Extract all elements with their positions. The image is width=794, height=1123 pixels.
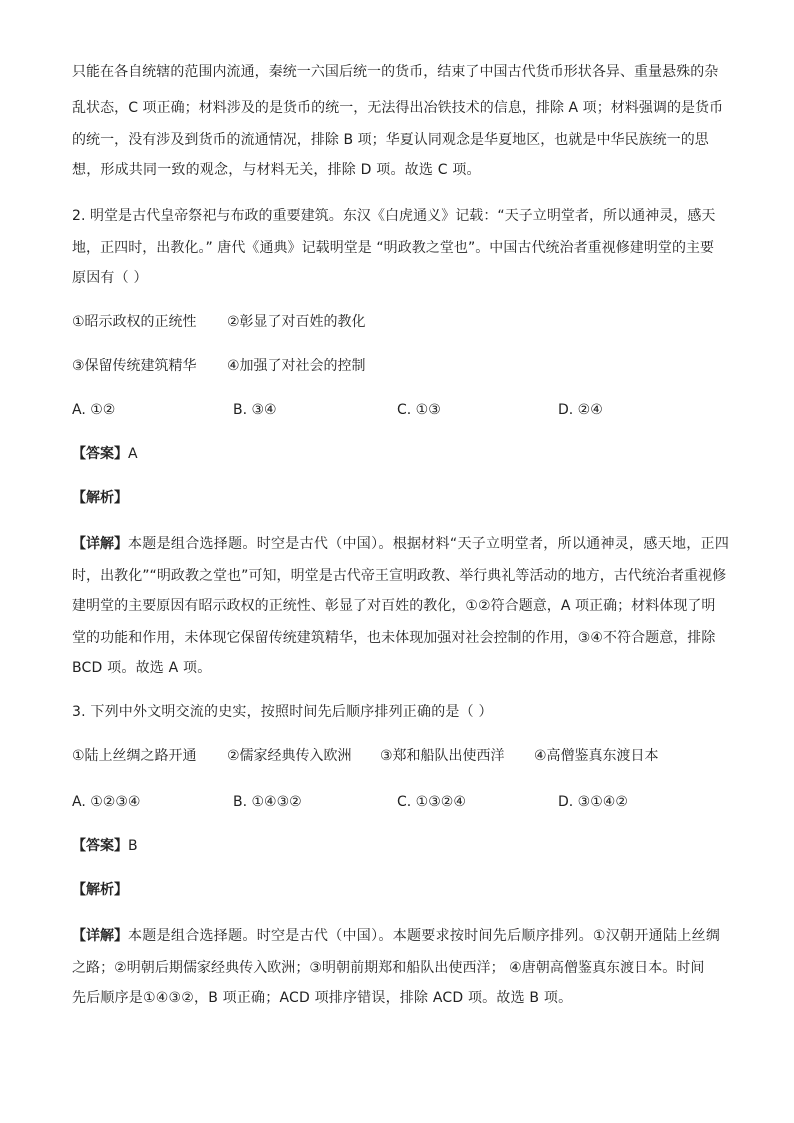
option-a: A. ①②③④ — [72, 794, 141, 810]
text-line: 只能在各自统辖的范围内流通，秦统一六国后统一的货币，结束了中国古代货币形状各异、重量悬殊的杂 — [72, 64, 719, 80]
answer-label: 【答案】 — [72, 446, 128, 462]
statement: ①昭示政权的正统性 — [72, 314, 197, 330]
detail-first-line — [72, 530, 732, 559]
options-row — [72, 788, 732, 817]
option-c: C. ①③②④ — [397, 794, 466, 810]
question-stem-line: 2. 明堂是古代皇帝祭祀与布政的重要建筑。东汉《白虎通义》记载：“天子立明堂者，所以通神灵，感天 — [72, 208, 716, 224]
text-line: 建明堂的主要原因有昭示政权的正统性、彰显了对百姓的教化，①②符合题意，A 项正确；材料体现了明 — [72, 598, 716, 614]
analysis-heading — [72, 876, 272, 905]
analysis-label: 【解析】 — [72, 882, 128, 898]
text-line: BCD 项。故选 A 项。 — [72, 660, 212, 676]
answer-line — [72, 832, 272, 861]
options-row — [72, 396, 732, 425]
option-a: A. ①② — [72, 402, 116, 418]
statement: ③保留传统建筑精华 — [72, 358, 197, 374]
option-c: C. ①③ — [397, 402, 441, 418]
text-line: 时，出教化”“明政教之堂也”可知，明堂是古代帝王宣明政教、举行典礼等活动的地方，古代统治者重视修 — [72, 568, 727, 584]
option-b: B. ③④ — [233, 402, 277, 418]
detail-first-line — [72, 922, 732, 951]
text-line: 之路；②明朝后期儒家经典传入欧洲；③明朝前期郑和船队出使西洋； ④唐朝高僧鉴真东渡日本。时间 — [72, 960, 705, 976]
analysis-label: 【解析】 — [72, 490, 128, 506]
text-line: 本题是组合选择题。时空是古代（中国）。本题要求按时间先后顺序排列。①汉朝开通陆上丝绸 — [128, 928, 721, 944]
detail-label: 【详解】 — [72, 928, 128, 944]
text-line: 堂的功能和作用，未体现它保留传统建筑精华，也未体现加强对社会控制的作用，③④不符合题意，排除 — [72, 630, 716, 646]
statement: ①陆上丝绸之路开通 — [72, 748, 197, 764]
text-line: 乱状态，C 项正确；材料涉及的是货币的统一，无法得出冶铁技术的信息，排除 A 项；材料强调的是货币 — [72, 100, 724, 116]
option-d: D. ②④ — [558, 402, 603, 418]
answer-value: B — [128, 838, 138, 854]
text-line: 的统一，没有涉及到货币的流通情况，排除 B 项；华夏认同观念是华夏地区，也就是中华民族统一的思 — [72, 132, 709, 148]
detail-label: 【详解】 — [72, 536, 128, 552]
text-line: 先后顺序是①④③②，B 项正确；ACD 项排序错误，排除 ACD 项。故选 B 项。 — [72, 990, 573, 1006]
answer-value: A — [128, 446, 138, 462]
answer-label: 【答案】 — [72, 838, 128, 854]
option-d: D. ③①④② — [558, 794, 628, 810]
text-line: 本题是组合选择题。时空是古代（中国）。根据材料“天子立明堂者，所以通神灵，感天地，正四 — [128, 536, 730, 552]
statement: ③郑和船队出使西洋 — [380, 748, 505, 764]
statement-row — [72, 742, 732, 771]
question-stem-line: 原因有（ ） — [72, 270, 148, 286]
question-stem-line: 地，正四时，出教化。” 唐代《通典》记载明堂是 “明政教之堂也”。中国古代统治者重视修建明堂的主要 — [72, 240, 715, 256]
statement-row — [72, 308, 732, 337]
statement: ④加强了对社会的控制 — [227, 358, 366, 374]
text-line: 想，形成共同一致的观念，与材料无关，排除 D 项。故选 C 项。 — [72, 162, 481, 178]
statement: ②彰显了对百姓的教化 — [227, 314, 366, 330]
answer-line — [72, 440, 272, 469]
option-b: B. ①④③② — [233, 794, 302, 810]
statement-row — [72, 352, 732, 381]
question-stem-line: 3. 下列中外文明交流的史实，按照时间先后顺序排列正确的是（ ） — [72, 704, 493, 720]
analysis-heading — [72, 484, 272, 513]
statement: ②儒家经典传入欧洲 — [227, 748, 352, 764]
statement: ④高僧鉴真东渡日本 — [534, 748, 659, 764]
